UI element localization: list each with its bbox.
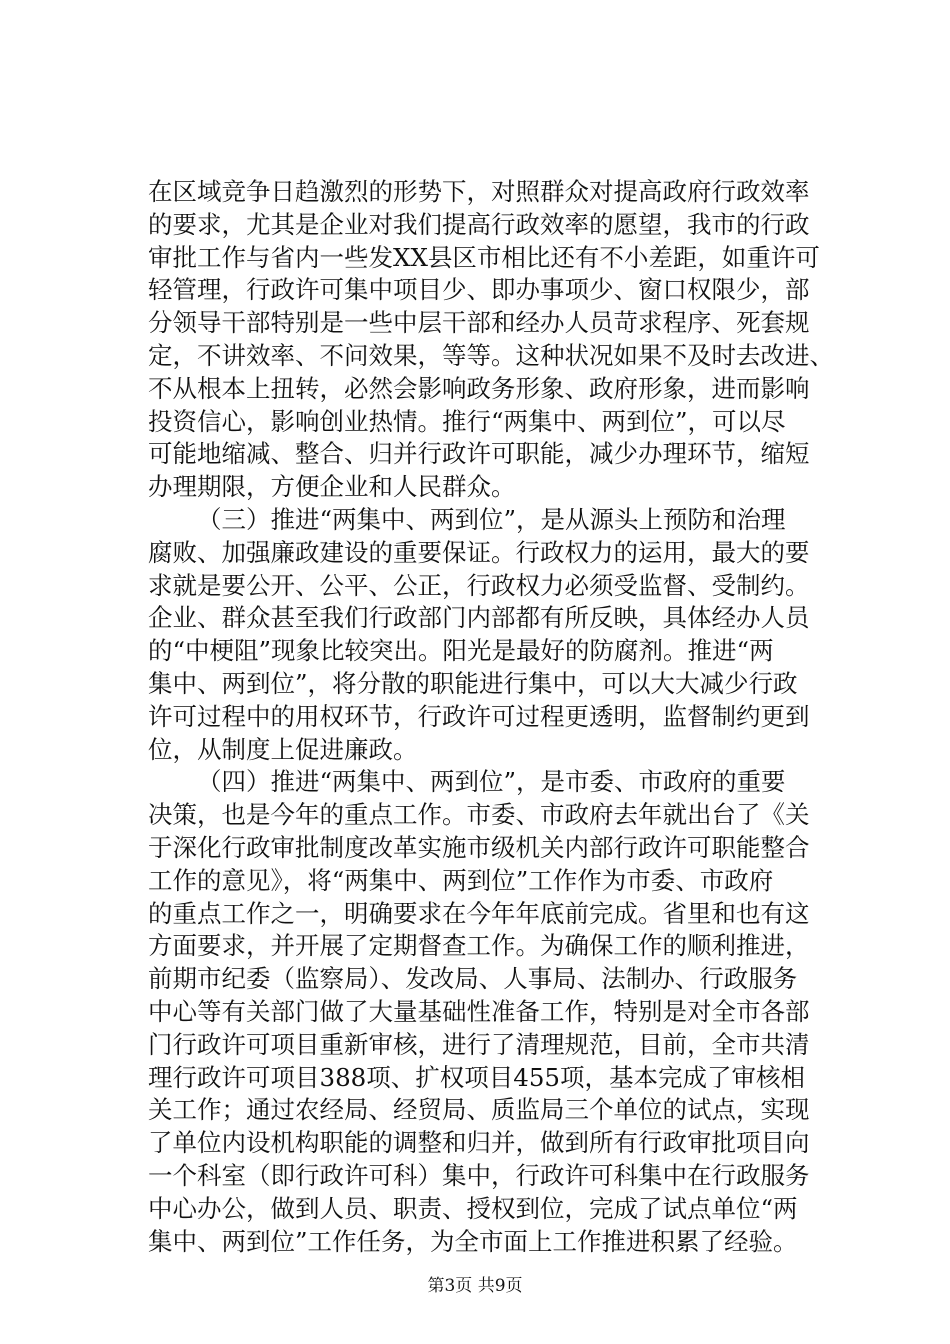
text-line: 审批工作与省内一些发XX县区市相比还有不小差距，如重许可 xyxy=(148,242,820,272)
text-line: 轻管理，行政许可集中项目少、即办事项少、窗口权限少，部 xyxy=(148,275,810,305)
text-line: 了单位内设机构职能的调整和归并，做到所有行政审批项目向 xyxy=(148,1128,810,1158)
text-line: 的重点工作之一，明确要求在今年年底前完成。省里和也有这 xyxy=(148,898,810,928)
text-line: 关工作；通过农经局、经贸局、质监局三个单位的试点，实现 xyxy=(148,1095,810,1125)
text-line: 企业、群众甚至我们行政部门内部都有所反映，具体经办人员 xyxy=(148,603,810,633)
text-line: 的要求，尤其是企业对我们提高行政效率的愿望，我市的行政 xyxy=(148,209,810,239)
text-line: 在区域竞争日趋激烈的形势下，对照群众对提高政府行政效率 xyxy=(148,177,810,206)
text-line: 投资信心，影响创业热情。推行“两集中、两到位”，可以尽 xyxy=(148,406,786,436)
text-line: 前期市纪委（监察局）、发改局、人事局、法制办、行政服务 xyxy=(148,964,798,994)
text-line: 可能地缩减、整合、归并行政许可职能，减少办理环节，缩短 xyxy=(148,439,810,469)
text-line: 于深化行政审批制度改革实施市级机关内部行政许可职能整合 xyxy=(148,832,810,862)
text-line: 门行政许可项目重新审核，进行了清理规范，目前，全市共清 xyxy=(148,1029,810,1059)
text-line: 一个科室（即行政许可科）集中，行政许可科集中在行政服务 xyxy=(148,1160,810,1190)
text-line: 集中、两到位”工作任务，为全市面上工作推进积累了经验。 xyxy=(148,1226,798,1256)
page-footer: 第3页 共9页 xyxy=(427,1276,523,1296)
text-line: 腐败、加强廉政建设的重要保证。行政权力的运用，最大的要 xyxy=(148,537,810,567)
text-line: 中心等有关部门做了大量基础性准备工作，特别是对全市各部 xyxy=(148,996,810,1026)
text-line: 的“中梗阻”现象比较突出。阳光是最好的防腐剂。推进“两 xyxy=(148,636,774,666)
text-line: （四）推进“两集中、两到位”，是市委、市政府的重要 xyxy=(197,767,786,797)
text-line: （三）推进“两集中、两到位”，是从源头上预防和治理 xyxy=(197,504,786,534)
text-line: 分领导干部特别是一些中层干部和经办人员苛求程序、死套规 xyxy=(148,308,810,338)
text-line: 集中、两到位”，将分散的职能进行集中，可以大大减少行政 xyxy=(148,668,798,698)
text-line: 决策，也是今年的重点工作。市委、市政府去年就出台了《关 xyxy=(148,800,810,830)
text-line: 位，从制度上促进廉政。 xyxy=(148,734,418,764)
text-line: 许可过程中的用权环节，行政许可过程更透明，监督制约更到 xyxy=(148,701,810,731)
text-line: 办理期限，方便企业和人民群众。 xyxy=(148,472,516,502)
body-text xyxy=(148,176,834,1258)
text-line: 理行政许可项目388项、扩权项目455项，基本完成了审核相 xyxy=(148,1062,806,1092)
text-line: 求就是要公开、公平、公正，行政权力必须受监督、受制约。 xyxy=(148,570,810,600)
text-line: 方面要求，并开展了定期督查工作。为确保工作的顺利推进， xyxy=(148,931,810,961)
text-line: 工作的意见》，将“两集中、两到位”工作作为市委、市政府 xyxy=(148,865,774,895)
text-line: 中心办公，做到人员、职责、授权到位，完成了试点单位“两 xyxy=(148,1193,798,1223)
text-line: 定，不讲效率、不问效果，等等。这种状况如果不及时去改进、 xyxy=(148,340,834,370)
text-line: 不从根本上扭转，必然会影响政务形象、政府形象，进而影响 xyxy=(148,373,810,403)
